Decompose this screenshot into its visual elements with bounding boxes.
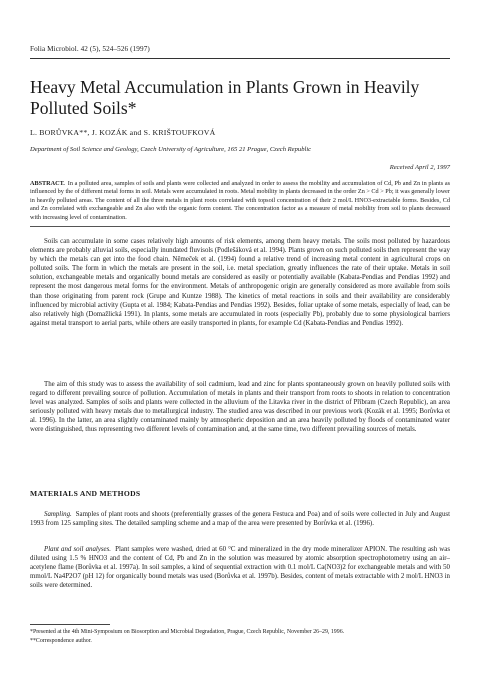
author-list: L. BORŮVKA**, J. KOZÁK and S. KRIŠTOUFKOVÁ (30, 128, 216, 137)
methods-analyses-paragraph (30, 545, 450, 590)
abstract-rule (30, 226, 450, 227)
abstract (30, 180, 450, 222)
paper-title: Heavy Metal Accumulation in Plants Grown in Heavily Polluted Soils* (30, 77, 420, 118)
footnote-presented: *Presented at the 4th Mini-Symposium on Biosorption and Microbial Degradation, Prague, Czech Republic, November 26–29, 1996. (30, 629, 345, 635)
abstract-label: ABSTRACT. (30, 180, 65, 187)
footnote-rule (30, 624, 110, 625)
methods-sampling-paragraph (30, 510, 450, 528)
footnote-correspondence: **Correspondence author. (30, 638, 92, 644)
analyses-subheading: Plant and soil analyses. (44, 546, 112, 553)
section-heading-methods: MATERIALS AND METHODS (30, 489, 141, 498)
sampling-subheading: Sampling. (44, 511, 72, 518)
abstract-text: In a polluted area, samples of soils and plants were collected and analyzed in order to assess the mobility and accumulation of Cd, Pb and Zn in plants as influenced by the of different metal forms in soil. Metals were accumulated in roots. Metal mobility in plants decreased in the order Zn > Cd > Pb; it was generally lower in heavily polluted areas. The content of all the three metals in plant roots correlated with topsoil concentration of their 2 mol/L HNO3-extractable forms. Besides, Cd and Zn correlated with exchangeable and Zn also with the organic form content. The concentration factor as a measure of metal mobility from soil to plants decreased with increasing level of contamination. (30, 180, 450, 221)
affiliation: Department of Soil Science and Geology, Czech University of Agriculture, 165 21 Prague, Czech Republic (30, 146, 312, 153)
intro-paragraph-2: The aim of this study was to assess the availability of soil cadmium, lead and zinc for plants spontaneously grown on heavily polluted soils with regard to different prevailing source of pollution. Accumulation of metals in plants and their transport from roots to shoots in relation to concentration level was analyzed. Samples of soils and plants were collected in the alluvium of the Litavka river in the district of Příbram (Czech Republic), an area seriously polluted with heavy metals due to metallurgical industry. The studied area was described in our previous work (Kozák et al. 1995; Borůvka et al. 1996). In the latter, an area slightly contaminated mainly by atmospheric deposition and an area heavily polluted by floods of contaminated water were distinguished, thus representing two different levels of contamination and, at the same time, two different prevailing sources of metals. (30, 381, 450, 434)
intro-paragraph-1: Soils can accumulate in some cases relatively high amounts of risk elements, among them heavy metals. The soils most polluted by hazardous elements are probably alluvial soils, especially inundated fluvisols (Podlešáková et al. 1994). Plants grown on such polluted soils then represent the way by which the metals can get into the food chain. Němeček et al. (1994) found a relative trend of increasing metal content in agricultural crops on polluted soils. The form in which the metals are present in the soil, i.e. metal speciation, greatly influences the rate of their uptake. Metals in soil solution, exchangeable metals and organically bound metals are considered as easily or potentially available (Kabata-Pendias and Pendias 1992) and represent the most dangerous metal forms for the environment. Metals of anthropogenic origin are generally considered as more available from soils than those originating from parent rock (Grupe and Kuntze 1988). The kinetics of metal reactions in soils and their availability are considerably influenced by microbial activity (Gupta et al. 1984; Kabata-Pendias and Pendias 1992). Besides, foliar uptake of some metals, especially of lead, can be also relatively high (Domažlická 1991). In plants, some metals are accumulated in roots (especially Pb), probably due to some physiological barriers against metal transport to aerial parts, while others are easily transported in plants, for example Cd (Kabata-Pendias and Pendias 1992). (30, 238, 450, 327)
journal-citation: Folia Microbiol. 42 (5), 524–526 (1997) (30, 45, 150, 53)
analyses-text: Plant samples were washed, dried at 60 °C and mineralized in the dry mode mineralizer APION. The resulting ash was diluted using 1.5 % HNO3 and the content of Cd, Pb and Zn in the solution was measured by atomic absorption spectrophotometry using an air–acetylene flame (Borůvka et al. 1997a). In soil samples, a kind of sequential extraction with 0.1 mol/L Ca(NO3)2 for exchangeable metals and with 50 mmol/L Na4P2O7 (pH 12) for organically bound metals was used (Borůvka et al. 1997b). Besides, content of metals extractable with 2 mol/L HNO3 in soils were determined. (30, 546, 451, 590)
received-date: Received April 2, 1997 (389, 164, 450, 171)
sampling-text: Samples of plant roots and shoots (preferentially grasses of the genera Festuca and Poa) and of soils were collected in July and August 1993 from 125 sampling sites. The detailed sampling scheme and a map of the area were presented by Borůvka et al. (1996). (30, 511, 450, 528)
header-rule (30, 58, 450, 59)
